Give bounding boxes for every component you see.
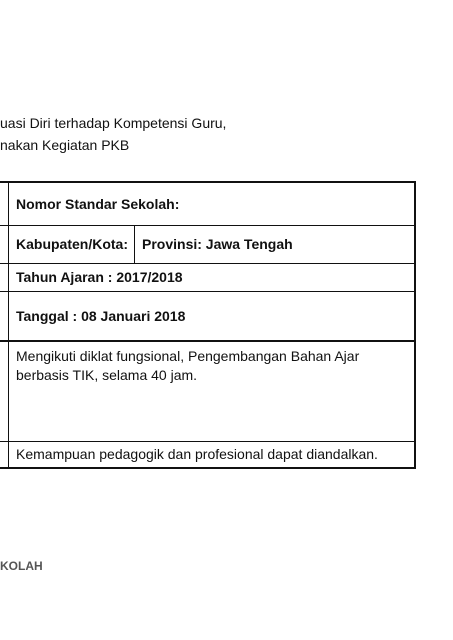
- tanggal-cell: Tanggal : 08 Januari 2018: [9, 291, 415, 341]
- nomor-standar-sekolah-cell: Nomor Standar Sekolah:: [9, 182, 415, 225]
- tahun-ajaran-cell: Tahun Ajaran : 2017/2018: [9, 263, 415, 291]
- intro-text-line-1: uasi Diri terhadap Kompetensi Guru,: [0, 115, 227, 131]
- table-row: [0, 225, 415, 263]
- table-row: [0, 182, 415, 225]
- diklat-description-cell: Mengikuti diklat fungsional, Pengembangan Bahan Ajar berbasis TIK, selama 40 jam.: [9, 341, 415, 441]
- table-row: [0, 341, 415, 441]
- kabupaten-kota-cell: Kabupaten/Kota:: [9, 225, 135, 263]
- provinsi-cell: Provinsi: Jawa Tengah: [135, 225, 415, 263]
- table-row: [0, 441, 415, 468]
- school-info-table: [0, 181, 416, 469]
- table-row: [0, 291, 415, 341]
- footer-label: KOLAH: [0, 559, 43, 573]
- kemampuan-cell: Kemampuan pedagogik dan profesional dapat diandalkan.: [9, 441, 415, 468]
- intro-text-line-2: nakan Kegiatan PKB: [0, 137, 130, 153]
- table-row: [0, 263, 415, 291]
